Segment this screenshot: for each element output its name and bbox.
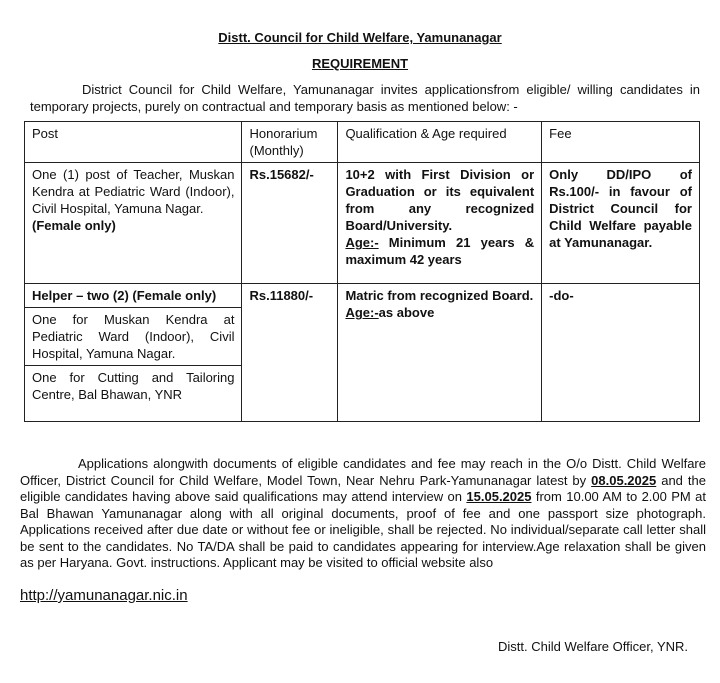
row2-age-text: as above <box>378 305 435 320</box>
header-honorarium: Honorarium (Monthly) <box>242 122 338 163</box>
vacancy-table <box>24 121 700 422</box>
page-subtitle: REQUIREMENT <box>311 56 409 71</box>
body-text-2: and the eligible candidates having above said qualifications may attend interview on <box>20 472 706 504</box>
row1-post-note: (Female only) <box>32 218 116 233</box>
row2-age-label: Age:- <box>345 305 379 320</box>
row2-fee: -do- <box>542 284 700 422</box>
row1-honorarium: Rs.15682/- <box>242 163 338 284</box>
header-fee: Fee <box>542 122 700 163</box>
row1-fee: Only DD/IPO of Rs.100/- in favour of District Council for Child Welfare payable at Yamunanagar. <box>542 163 700 284</box>
page-title: Distt. Council for Child Welfare, Yamunanagar <box>218 30 502 45</box>
row2-qualification <box>338 284 542 422</box>
row1-qualification <box>338 163 542 284</box>
website-link[interactable]: http://yamunanagar.nic.in <box>20 587 188 604</box>
last-date: 08.05.2025 <box>591 472 657 488</box>
table-header-row <box>25 122 700 163</box>
row1-age-label: Age:- <box>345 235 379 250</box>
row1-qualification-text: 10+2 with First Division or Graduation or its equivalent from any recognized Board/University. <box>345 167 535 233</box>
body-paragraph <box>20 456 706 572</box>
interview-date: 15.05.2025 <box>466 489 532 504</box>
header-qualification: Qualification & Age required <box>338 122 542 163</box>
row2-qualification-text: Matric from recognized Board. <box>345 288 534 303</box>
row1-post <box>25 163 242 284</box>
row2-honorarium: Rs.11880/- <box>242 284 338 422</box>
header-post: Post <box>25 122 242 163</box>
row2-sub1: One for Muskan Kendra at Pediatric Ward (Indoor), Civil Hospital, Yamuna Nagar. <box>25 308 242 366</box>
table-row <box>25 284 700 308</box>
row2-post: Helper – two (2) (Female only) <box>25 284 242 308</box>
signature-line: Distt. Child Welfare Officer, YNR. <box>498 639 689 654</box>
row1-age-text: Minimum 21 years & maximum 42 years <box>345 235 535 267</box>
row1-post-text: One (1) post of Teacher, Muskan Kendra at Pediatric Ward (Indoor), Civil Hospital, Yamuna Nagar. <box>32 167 235 216</box>
body-text-1: Applications alongwith documents of eligible candidates and fee may reach in the O/o Distt. Child Welfare Officer, District Council for Child Welfare, Model Town, Near Nehru Park-Yamunanagar latest by <box>20 456 706 488</box>
table-row <box>25 163 700 284</box>
body-text-3: from 10.00 AM to 2.00 PM at Bal Bhawan Yamunanagar along with all original documents, proof of fee and one passport size photograph. Applications received after due date or without fee or ineligible, shall be rejected. No individual/separate call letter shall be sent to the candidates. No TA/DA shall be paid to candidates appearing for interview.Age relaxation shall be given as per Haryana. Govt. instructions. Applicant may be visited to official website also <box>20 489 706 570</box>
row2-sub2: One for Cutting and Tailoring Centre, Bal Bhawan, YNR <box>25 366 242 422</box>
intro-paragraph: District Council for Child Welfare, Yamunanagar invites applicationsfrom eligible/ willing candidates in temporary projects, purely on contractual and temporary basis as mentioned below: - <box>30 82 700 114</box>
